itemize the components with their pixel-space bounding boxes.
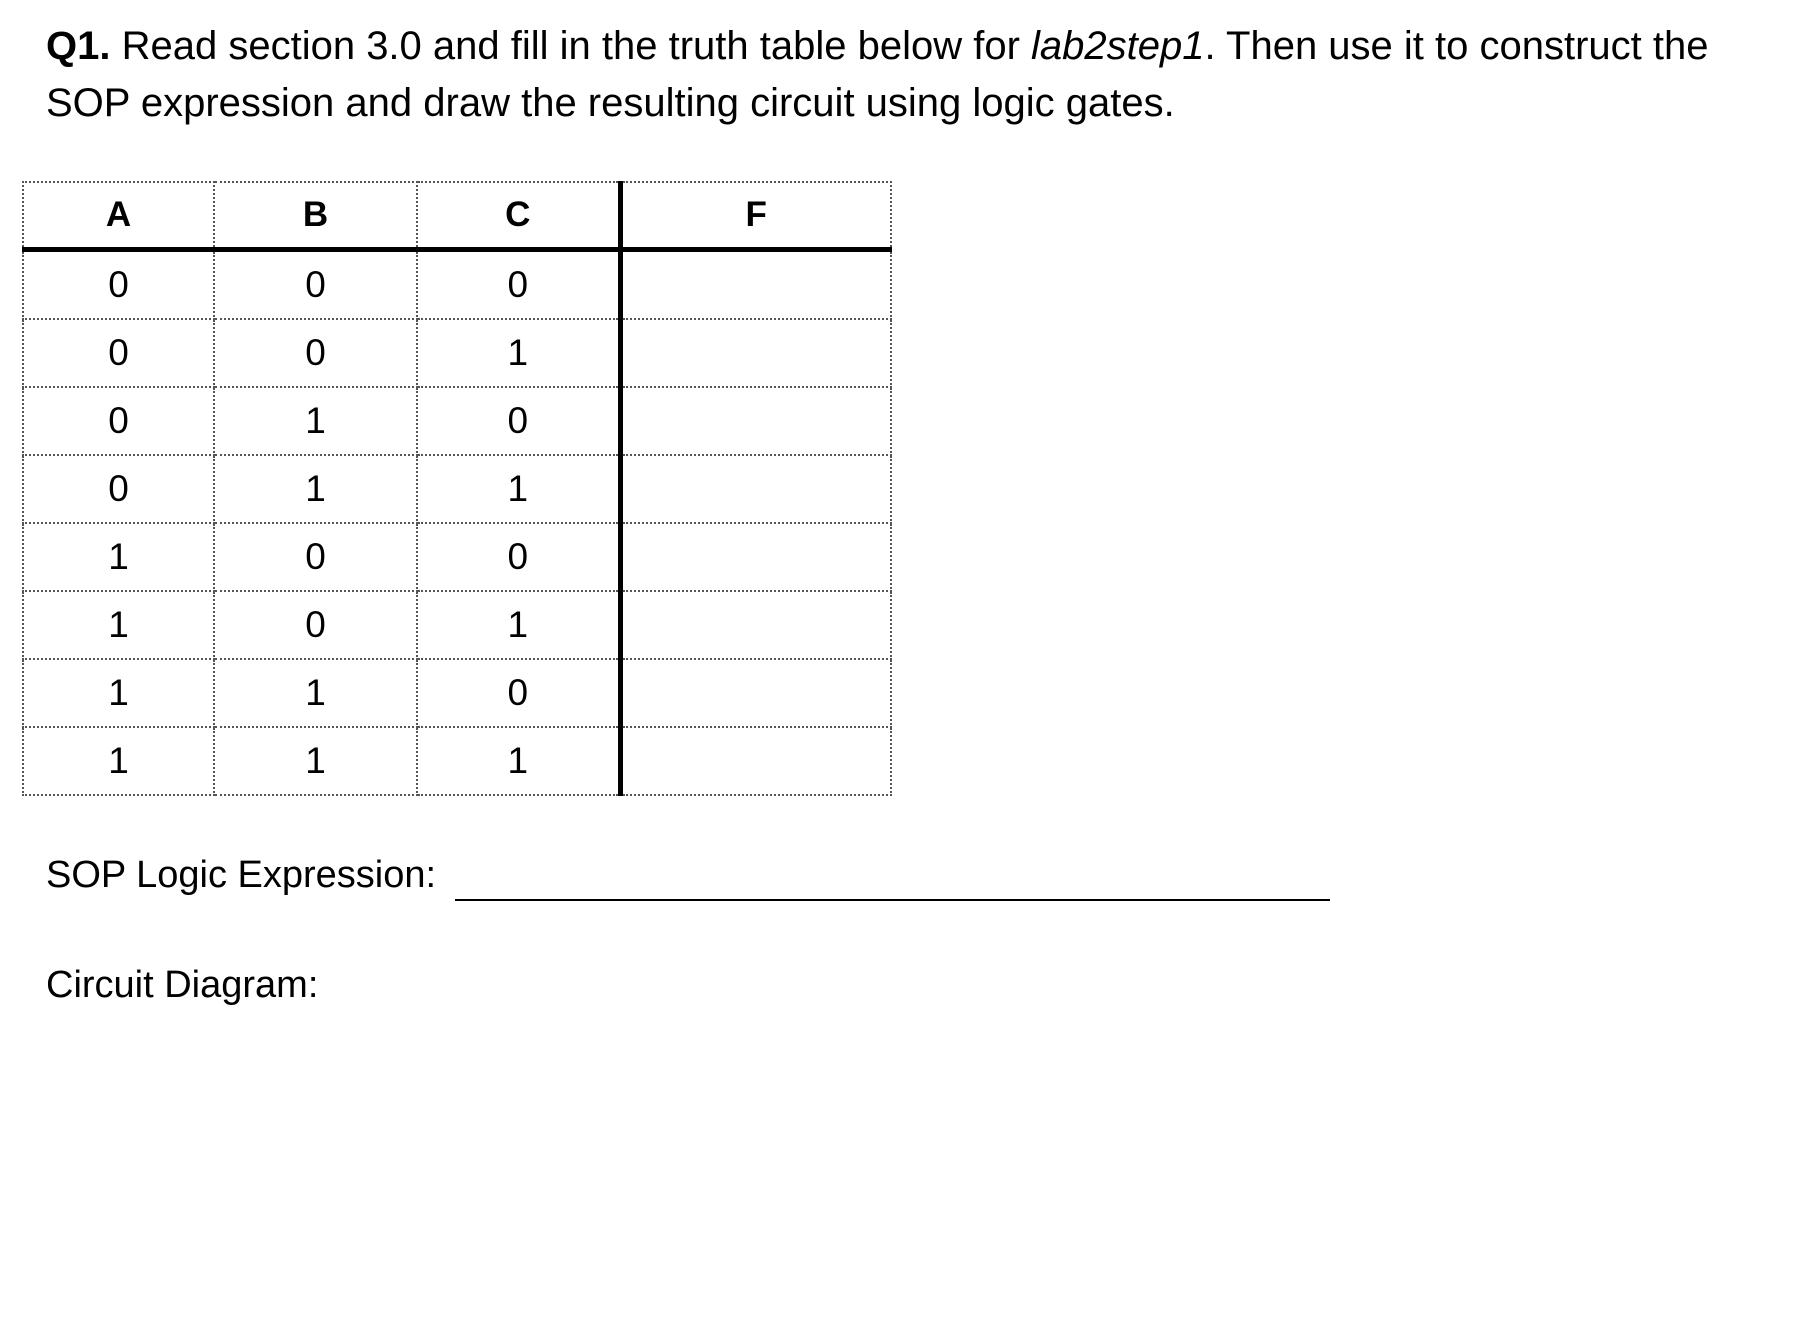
cell-f-input[interactable]: [620, 523, 891, 591]
table-row: [23, 659, 891, 727]
cell-c: 1: [417, 455, 620, 523]
cell-c: 1: [417, 591, 620, 659]
cell-a: 0: [23, 387, 214, 455]
question-text-before: Read section 3.0 and fill in the truth table below for: [110, 24, 1032, 68]
sop-expression-label: SOP Logic Expression:: [46, 854, 437, 896]
question-lab-name: lab2step1: [1031, 24, 1205, 68]
table-row: [23, 387, 891, 455]
question-text-after: . Then use it to construct the SOP expression and draw the resulting circuit using logic gates.: [46, 24, 1709, 125]
header-a: A: [23, 182, 214, 250]
cell-a: 1: [23, 523, 214, 591]
cell-a: 0: [23, 455, 214, 523]
header-f: F: [620, 182, 891, 250]
table-row: [23, 591, 891, 659]
question-text: [46, 18, 1746, 132]
cell-c: 0: [417, 523, 620, 591]
cell-f-input[interactable]: [620, 387, 891, 455]
table-row: [23, 523, 891, 591]
table-row: [23, 250, 891, 320]
cell-f-input[interactable]: [620, 591, 891, 659]
cell-c: 0: [417, 387, 620, 455]
cell-c: 0: [417, 250, 620, 320]
circuit-diagram-label: Circuit Diagram:: [46, 964, 319, 1006]
cell-b: 1: [214, 659, 417, 727]
table-row: [23, 319, 891, 387]
cell-b: 0: [214, 319, 417, 387]
question-number: Q1.: [46, 24, 111, 68]
cell-f-input[interactable]: [620, 455, 891, 523]
cell-b: 0: [214, 250, 417, 320]
cell-f-input[interactable]: [620, 727, 891, 795]
cell-c: 0: [417, 659, 620, 727]
header-b: B: [214, 182, 417, 250]
cell-a: 0: [23, 319, 214, 387]
truth-table-header-row: [23, 182, 891, 250]
header-c: C: [417, 182, 620, 250]
table-row: [23, 455, 891, 523]
cell-f-input[interactable]: [620, 250, 891, 320]
sop-answer-line[interactable]: [455, 899, 1330, 901]
cell-a: 1: [23, 659, 214, 727]
truth-table: [22, 181, 892, 796]
cell-a: 1: [23, 727, 214, 795]
cell-b: 1: [214, 727, 417, 795]
cell-a: 0: [23, 250, 214, 320]
cell-c: 1: [417, 319, 620, 387]
cell-b: 0: [214, 523, 417, 591]
table-row: [23, 727, 891, 795]
cell-a: 1: [23, 591, 214, 659]
cell-b: 1: [214, 455, 417, 523]
cell-b: 0: [214, 591, 417, 659]
cell-f-input[interactable]: [620, 659, 891, 727]
cell-b: 1: [214, 387, 417, 455]
cell-c: 1: [417, 727, 620, 795]
cell-f-input[interactable]: [620, 319, 891, 387]
